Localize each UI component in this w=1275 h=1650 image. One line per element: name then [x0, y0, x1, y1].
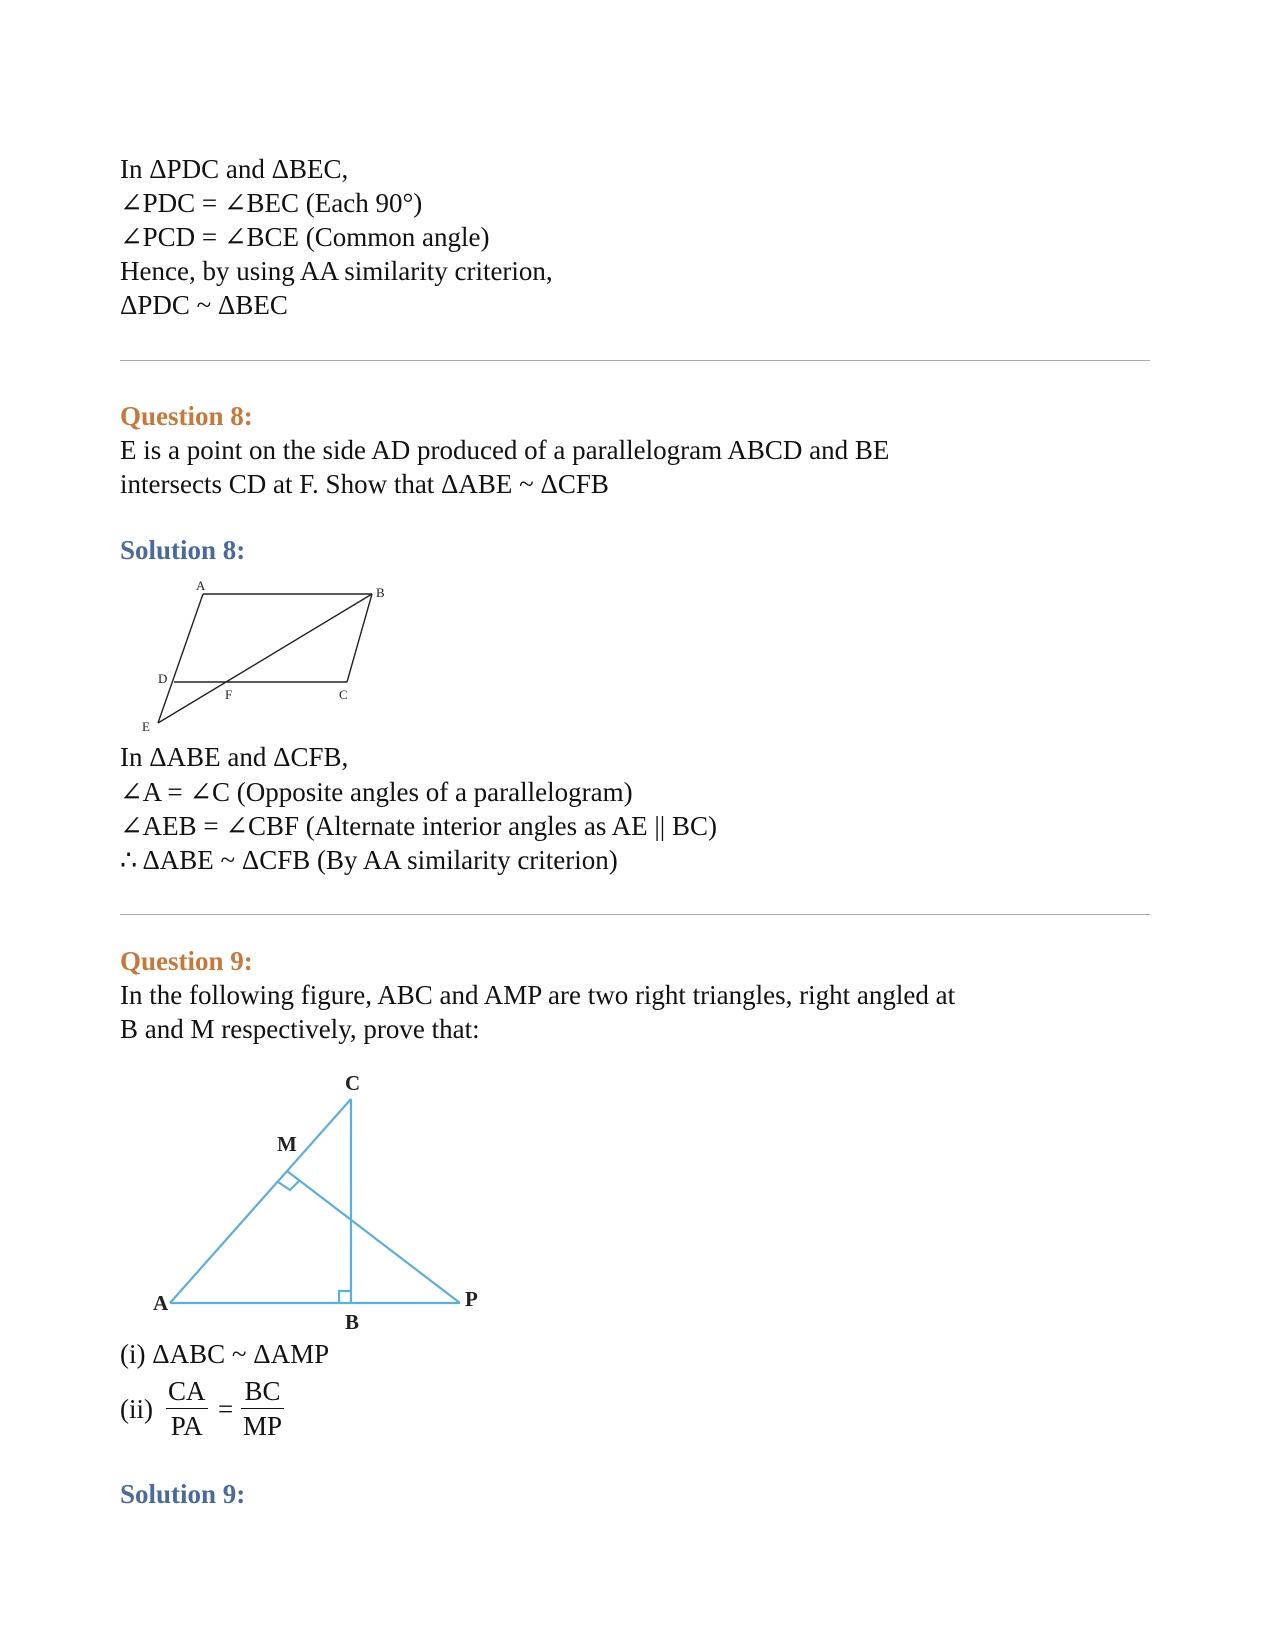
- label-c: C: [339, 687, 348, 702]
- label-m: M: [277, 1132, 297, 1156]
- solution-8-line-3: ∠AEB = ∠CBF (Alternate interior angles as AE || BC): [120, 811, 717, 841]
- equals-sign: =: [218, 1394, 234, 1424]
- label-a: A: [153, 1291, 169, 1315]
- question-8-line-1: E is a point on the side AD produced of a parallelogram ABCD and BE: [120, 435, 890, 465]
- label-b: B: [345, 1310, 360, 1334]
- question-9-line-1: In the following figure, ABC and AMP are two right triangles, right angled at: [120, 980, 956, 1010]
- segment-ac: [170, 1099, 351, 1303]
- right-angle-mark-b: [339, 1291, 351, 1303]
- prev-solution-line-4: Hence, by using AA similarity criterion,: [120, 256, 553, 286]
- question-9-part-ii-prefix: (ii): [120, 1394, 153, 1424]
- solution-8-line-1: In ΔABE and ΔCFB,: [120, 742, 349, 772]
- segment-mp: [287, 1171, 460, 1303]
- solution-8-line-4: ∴ ΔABE ~ ΔCFB (By AA similarity criterion): [120, 845, 618, 875]
- question-9-line-2: B and M respectively, prove that:: [120, 1014, 480, 1044]
- label-e: E: [142, 719, 150, 734]
- right-angle-mark-m: [278, 1180, 300, 1190]
- label-c: C: [345, 1071, 361, 1095]
- fraction-ca-over-pa: [166, 1374, 208, 1443]
- label-d: D: [158, 671, 168, 686]
- question-9-heading: Question 9:: [120, 946, 253, 976]
- fraction-numerator: BC: [241, 1374, 284, 1409]
- question-9-part-i: (i) ΔABC ~ ΔAMP: [120, 1339, 330, 1369]
- prev-solution-line-5: ΔPDC ~ ΔBEC: [120, 290, 288, 320]
- label-p: P: [465, 1287, 478, 1311]
- fraction-denominator: MP: [243, 1411, 283, 1441]
- solution-9-heading: Solution 9:: [120, 1479, 246, 1509]
- question-8-heading: Question 8:: [120, 401, 253, 431]
- label-a: A: [196, 578, 206, 593]
- fraction-numerator: CA: [166, 1374, 208, 1409]
- solution-8-heading: Solution 8:: [120, 535, 246, 565]
- solution-8-line-2: ∠A = ∠C (Opposite angles of a parallelogram): [120, 777, 633, 807]
- prev-solution-line-1: In ΔPDC and ΔBEC,: [120, 154, 349, 184]
- label-b: B: [376, 585, 385, 600]
- fraction-denominator: PA: [170, 1411, 203, 1441]
- fraction-bc-over-mp: [241, 1374, 284, 1443]
- question-8-line-2: intersects CD at F. Show that ΔABE ~ ΔCFB: [120, 469, 609, 499]
- label-f: F: [225, 687, 233, 702]
- prev-solution-line-2: ∠PDC = ∠BEC (Each 90°): [120, 188, 423, 218]
- prev-solution-line-3: ∠PCD = ∠BCE (Common angle): [120, 222, 490, 252]
